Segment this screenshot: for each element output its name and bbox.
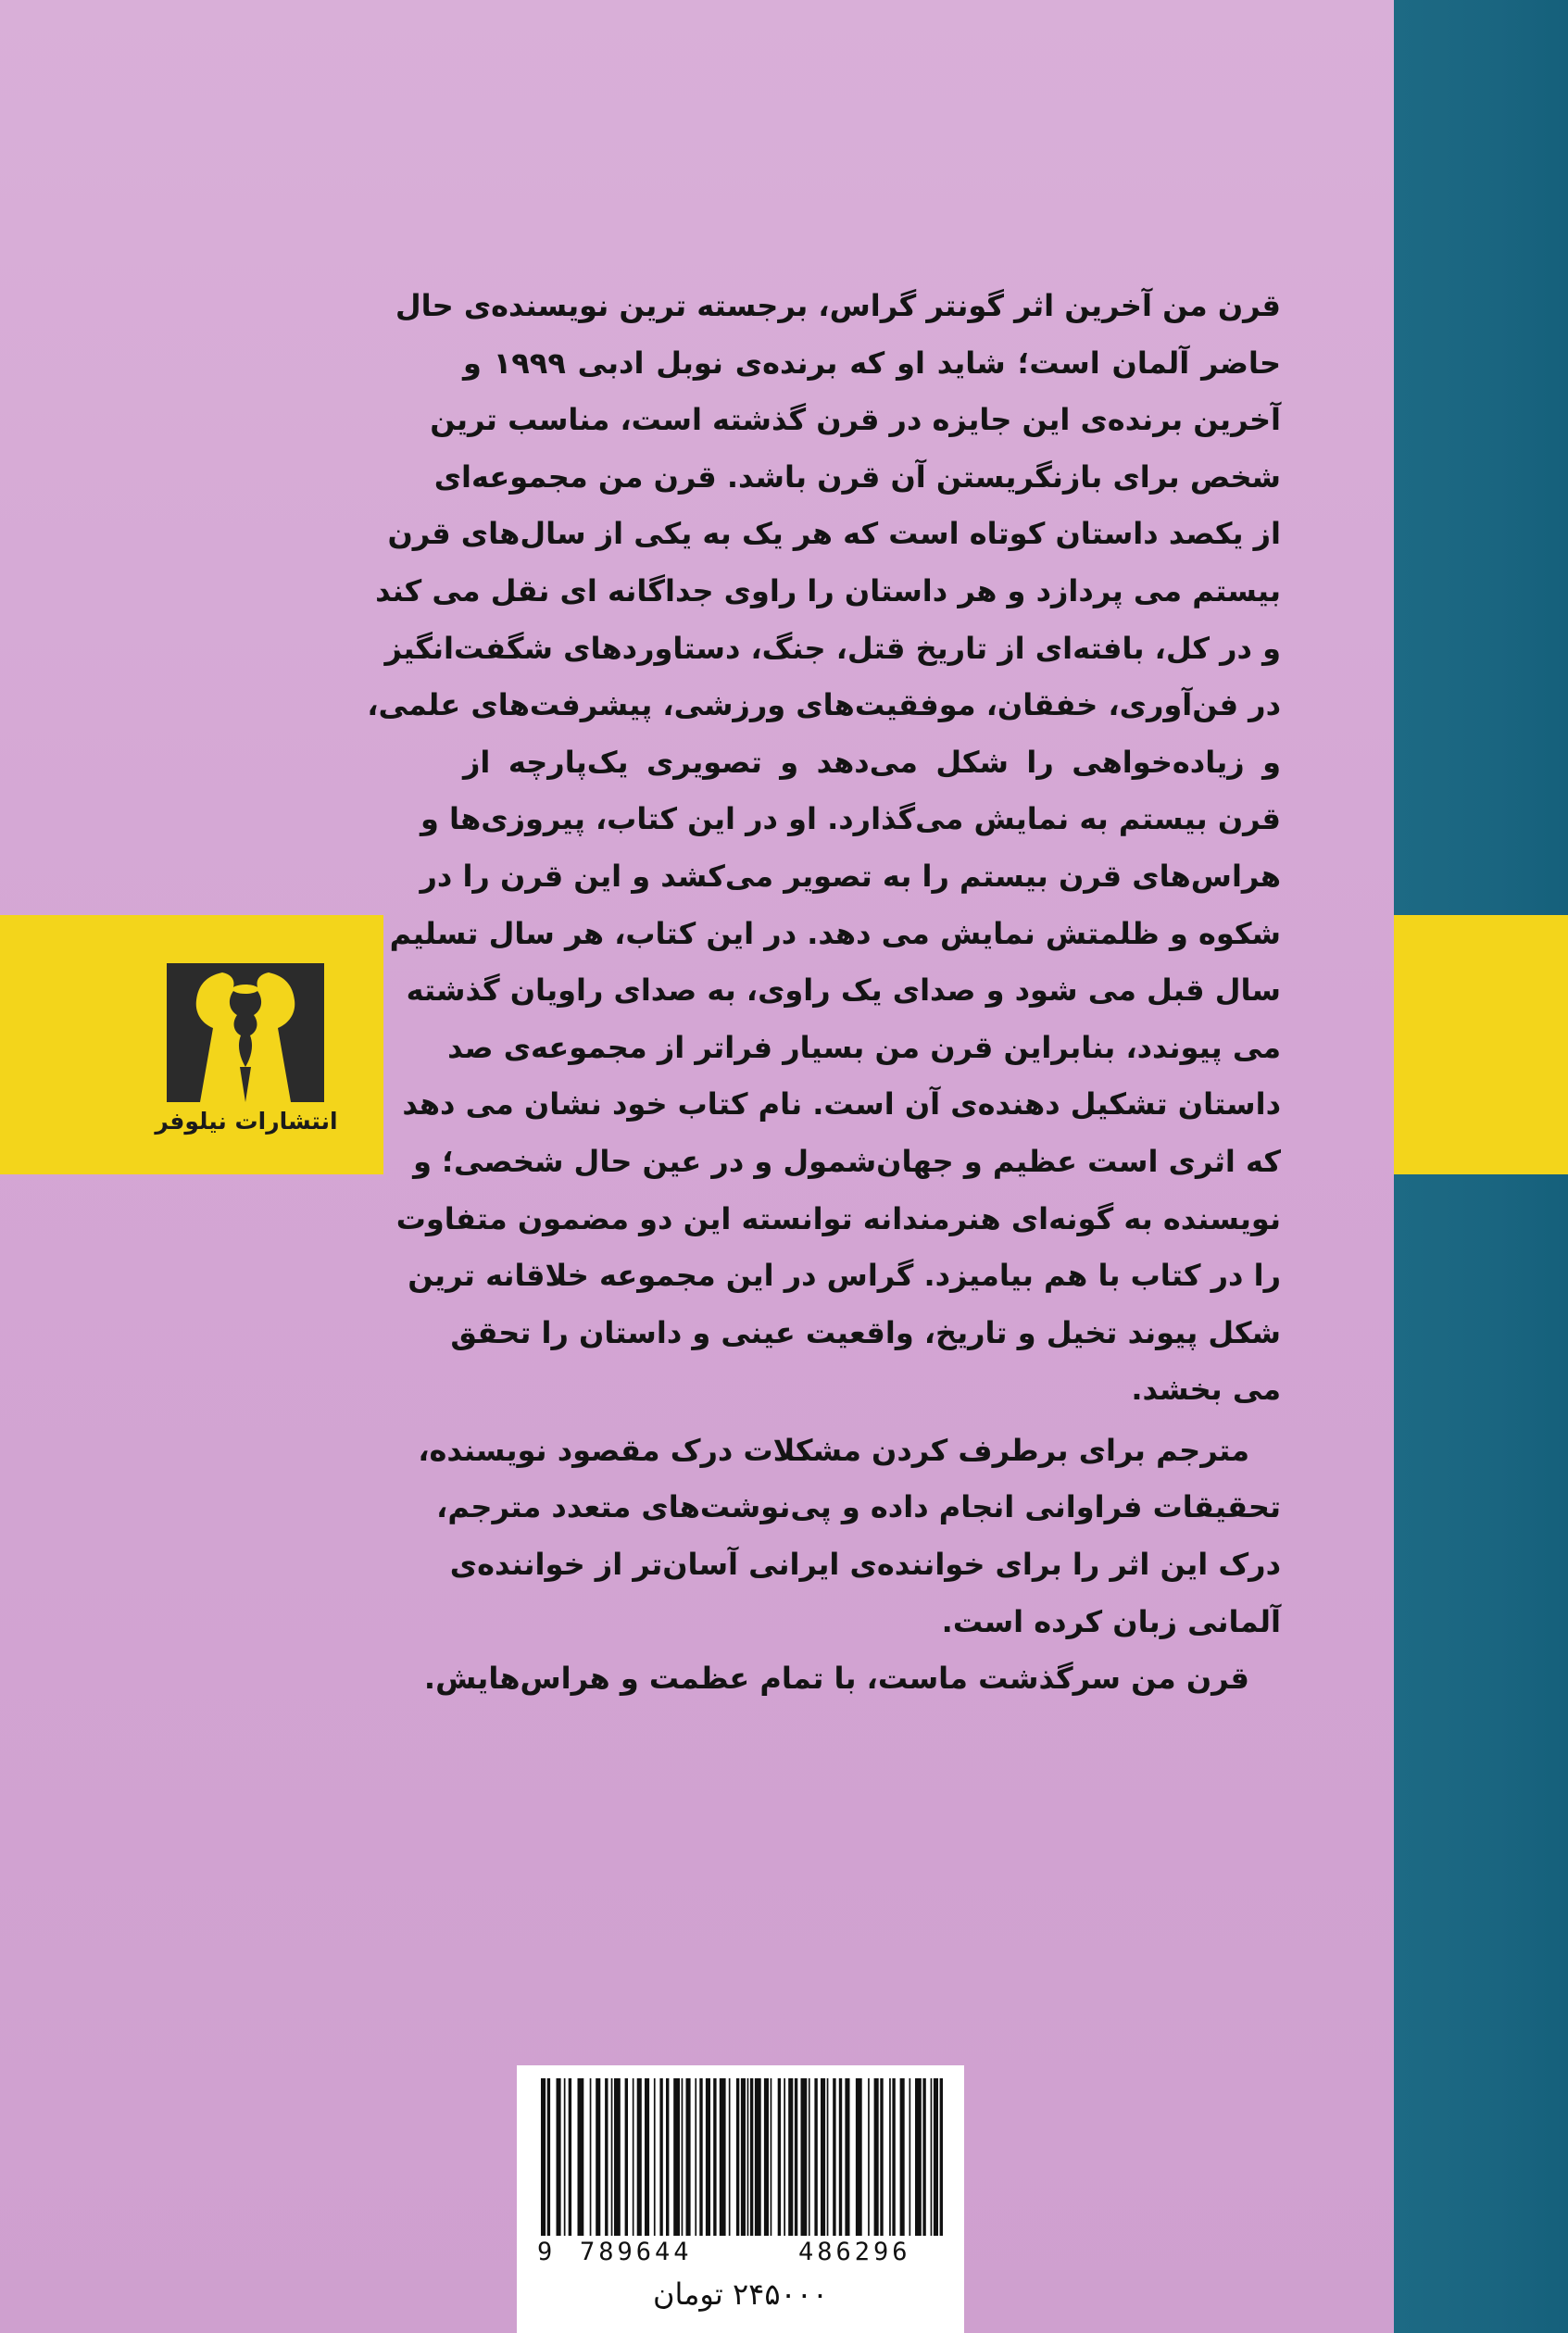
publisher-name: انتشارات نیلوفر [155, 1108, 338, 1135]
blurb-line: می پیوندد، بنابراین قرن من بسیار فراتر از مجموعه‌ی صد [447, 1029, 1281, 1065]
blurb-line: شخص برای بازنگریستن آن قرن باشد. قرن من مجموعه‌ای [433, 458, 1281, 495]
blurb-line: در فن‌آوری، خفقان، موفقیت‌های ورزشی، پیشرفت‌های علمی، [367, 687, 1281, 723]
barcode-bar [909, 2078, 911, 2236]
barcode-bar [868, 2078, 870, 2236]
barcode-bar [788, 2078, 793, 2236]
barcode-bar [747, 2078, 749, 2236]
blurb-line: سال قبل می شود و صدای یک راوی، به صدای راویان گذشته [406, 972, 1281, 1009]
barcode-bar [699, 2078, 702, 2236]
barcode-bar [931, 2078, 933, 2236]
barcode-bar [611, 2078, 613, 2236]
publisher-logo-icon [163, 963, 328, 1102]
blurb-line: می بخشد. [1131, 1372, 1281, 1408]
barcode-bar [814, 2078, 817, 2236]
blurb-line: داستان تشکیل دهنده‌ی آن است. نام کتاب خود نشان می دهد [402, 1086, 1281, 1123]
blurb-line: بیستم می پردازد و هر داستان را راوی جداگانه ای نقل می کند [375, 572, 1281, 608]
barcode-bar [564, 2078, 566, 2236]
barcode-bar [547, 2078, 550, 2236]
blurb-line: مترجم برای برطرف کردن مشکلات درک مقصود نویسنده، [418, 1432, 1249, 1468]
barcode-label [517, 2065, 964, 2333]
barcode-bar [605, 2078, 608, 2236]
blurb-line: حاضر آلمان است؛ شاید او که برنده‌ی نوبل ادبی ۱۹۹۹ و [463, 345, 1282, 381]
blurb-line: درک این اثر را برای خواننده‌ی ایرانی آسان‌تر از خواننده‌ی [449, 1547, 1281, 1583]
barcode-bar [845, 2078, 849, 2236]
blurb-line: هراس‌های قرن بیستم را به تصویر می‌کشد و این قرن را در [420, 858, 1281, 894]
price-label: ۲۴۵۰۰۰ تومان [652, 2277, 829, 2312]
barcode-bar [720, 2078, 726, 2236]
barcode-digits-left: 789644 [580, 2238, 693, 2266]
blurb-line: و زیاده‌خواهی را شکل می‌دهد و تصویری یک‌پارچه از [463, 744, 1281, 780]
blurb-line: آخرین برنده‌ی این جایزه در قرن گذشته است، مناسب ترین [430, 402, 1281, 438]
barcode-bar [784, 2078, 785, 2236]
barcode-bar [637, 2078, 642, 2236]
barcode-bar [764, 2078, 769, 2236]
blurb-text [367, 278, 1282, 1708]
barcode-bar [922, 2078, 925, 2236]
blurb-line: قرن بیستم به نمایش می‌گذارد. او در این کتاب، پیروزی‌ها و [420, 801, 1281, 837]
barcode-bar [645, 2078, 649, 2236]
blurb-line: نویسنده به گونه‌ای هنرمندانه توانسته این دو مضمون متفاوت [395, 1200, 1281, 1236]
barcode-bar [827, 2078, 829, 2236]
blurb-line: قرن من آخرین اثر گونتر گراس، برجسته ترین نویسنده‌ی حال [395, 288, 1281, 323]
barcode-bar [666, 2078, 669, 2236]
blurb-line: که اثری است عظیم و جهان‌شمول و در عین حال شخصی؛ و [413, 1143, 1281, 1179]
barcode-bar [590, 2078, 592, 2236]
blurb-line: و در کل، بافته‌ای از تاریخ قتل، جنگ، دستاوردهای شگفت‌انگیز [384, 630, 1281, 666]
barcode-bar [874, 2078, 879, 2236]
barcode-bar [915, 2078, 922, 2236]
barcode-bar [659, 2078, 662, 2236]
spine-yellow-band [1394, 915, 1568, 1174]
barcode-bar [750, 2078, 753, 2236]
blurb-line: را در کتاب با هم بیامیزد. گراس در این مجموعه خلاقانه ترین [408, 1258, 1281, 1294]
barcode-bar [557, 2078, 561, 2236]
barcode-bar [880, 2078, 883, 2236]
barcode-bar [839, 2078, 842, 2236]
blurb-line: آلمانی زبان کرده است. [941, 1603, 1281, 1639]
barcode-bar [821, 2078, 825, 2236]
barcode-bar [654, 2078, 656, 2236]
barcode-bar [778, 2078, 781, 2236]
barcode-icon [537, 2078, 945, 2236]
barcode-digits [537, 2238, 945, 2269]
blurb-line: شکوه و ظلمتش نمایش می دهد. در این کتاب، هر سال تسلیم [389, 915, 1281, 951]
barcode-bar [833, 2078, 835, 2236]
barcode-bar [755, 2078, 761, 2236]
barcode-bar [940, 2078, 943, 2236]
barcode-bar [900, 2078, 905, 2236]
barcode-bar [569, 2078, 571, 2236]
barcode-bar [856, 2078, 862, 2236]
barcode-bar [729, 2078, 731, 2236]
barcode-bar [673, 2078, 680, 2236]
barcode-bar [741, 2078, 746, 2236]
barcode-bar [633, 2078, 634, 2236]
barcode-bar [795, 2078, 797, 2236]
barcode-bar [706, 2078, 710, 2236]
barcode-bar [614, 2078, 621, 2236]
barcode-bar [771, 2078, 772, 2236]
blurb-line: قرن من سرگذشت ماست، با تمام عظمت و هراس‌هایش. [423, 1661, 1249, 1697]
barcode-bar [892, 2078, 895, 2236]
blurb-line: شکل پیوند تخیل و تاریخ، واقعیت عینی و داستان را تحقق [450, 1314, 1281, 1350]
blurb-line: تحقیقات فراوانی انجام داده و پی‌نوشت‌های متعدد مترجم، [436, 1489, 1281, 1525]
barcode-bar [809, 2078, 810, 2236]
barcode-bar [801, 2078, 808, 2236]
barcode-bar [625, 2078, 628, 2236]
barcode-bar [578, 2078, 584, 2236]
barcode-bar [713, 2078, 716, 2236]
barcode-bar [541, 2078, 546, 2236]
barcode-bar [934, 2078, 938, 2236]
barcode-digits-right: 486296 [798, 2238, 911, 2266]
barcode-bar [596, 2078, 600, 2236]
barcode-bar [686, 2078, 691, 2236]
barcode-bar [695, 2078, 696, 2236]
barcode-digit-first: 9 [537, 2238, 553, 2266]
barcode-bar [736, 2078, 739, 2236]
barcode-bar [682, 2078, 684, 2236]
barcode-bar [889, 2078, 891, 2236]
blurb-line: از یکصد داستان کوتاه است که هر یک به یکی از سال‌های قرن [387, 516, 1281, 552]
